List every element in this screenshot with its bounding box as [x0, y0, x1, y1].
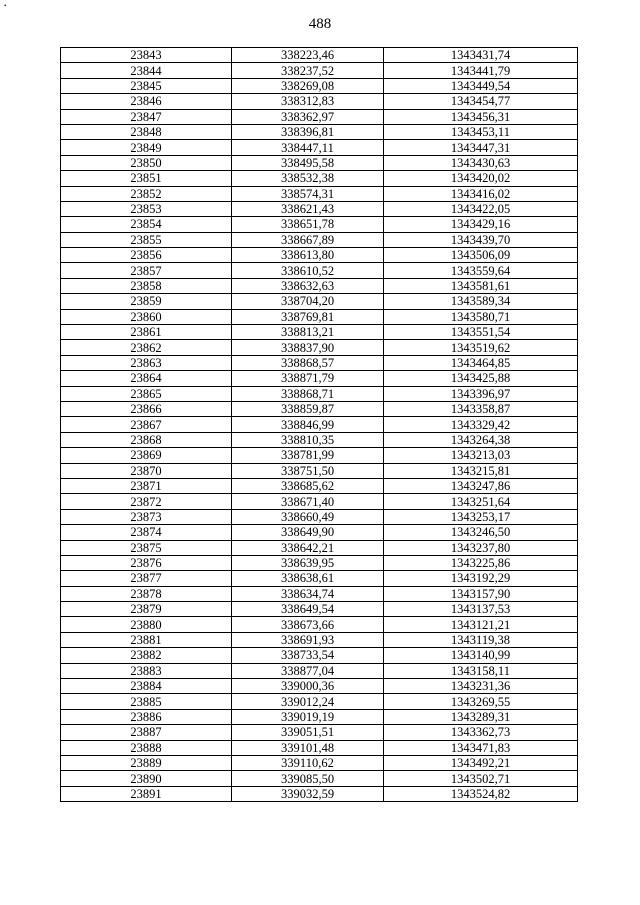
x-coordinate-cell: 339051,51	[232, 725, 384, 740]
y-coordinate-cell: 1343225,86	[384, 555, 578, 570]
x-coordinate-cell: 338877,04	[232, 663, 384, 678]
table-row	[61, 432, 578, 447]
table-row	[61, 94, 578, 109]
x-coordinate-cell: 338671,40	[232, 494, 384, 509]
table-row	[61, 401, 578, 416]
x-coordinate-cell: 338651,78	[232, 217, 384, 232]
x-coordinate-cell: 338837,90	[232, 340, 384, 355]
point-number-cell: 23874	[61, 525, 232, 540]
point-number-cell: 23877	[61, 571, 232, 586]
table-row	[61, 78, 578, 93]
point-number-cell: 23846	[61, 94, 232, 109]
point-number-cell: 23876	[61, 555, 232, 570]
table-row	[61, 263, 578, 278]
x-coordinate-cell: 338532,38	[232, 171, 384, 186]
y-coordinate-cell: 1343140,99	[384, 648, 578, 663]
point-number-cell: 23886	[61, 709, 232, 724]
table-row	[61, 740, 578, 755]
x-coordinate-cell: 338649,90	[232, 525, 384, 540]
x-coordinate-cell: 338691,93	[232, 632, 384, 647]
point-number-cell: 23850	[61, 155, 232, 170]
x-coordinate-cell: 338495,58	[232, 155, 384, 170]
point-number-cell: 23849	[61, 140, 232, 155]
coordinates-table	[60, 47, 578, 802]
table-row	[61, 771, 578, 786]
point-number-cell: 23885	[61, 694, 232, 709]
point-number-cell: 23867	[61, 417, 232, 432]
y-coordinate-cell: 1343519,62	[384, 340, 578, 355]
point-number-cell: 23870	[61, 463, 232, 478]
y-coordinate-cell: 1343362,73	[384, 725, 578, 740]
table-row	[61, 463, 578, 478]
x-coordinate-cell: 338639,95	[232, 555, 384, 570]
x-coordinate-cell: 338667,89	[232, 232, 384, 247]
point-number-cell: 23845	[61, 78, 232, 93]
table-row	[61, 709, 578, 724]
y-coordinate-cell: 1343431,74	[384, 48, 578, 63]
y-coordinate-cell: 1343358,87	[384, 401, 578, 416]
x-coordinate-cell: 338613,80	[232, 248, 384, 263]
y-coordinate-cell: 1343264,38	[384, 432, 578, 447]
x-coordinate-cell: 338237,52	[232, 63, 384, 78]
table-row	[61, 663, 578, 678]
x-coordinate-cell: 338638,61	[232, 571, 384, 586]
coordinates-table-body	[61, 48, 578, 802]
x-coordinate-cell: 338868,71	[232, 386, 384, 401]
x-coordinate-cell: 338781,99	[232, 448, 384, 463]
y-coordinate-cell: 1343580,71	[384, 309, 578, 324]
x-coordinate-cell: 338751,50	[232, 463, 384, 478]
table-row	[61, 602, 578, 617]
table-row	[61, 509, 578, 524]
table-row	[61, 617, 578, 632]
table-row	[61, 355, 578, 370]
y-coordinate-cell: 1343121,21	[384, 617, 578, 632]
y-coordinate-cell: 1343449,54	[384, 78, 578, 93]
x-coordinate-cell: 339085,50	[232, 771, 384, 786]
table-row	[61, 586, 578, 601]
y-coordinate-cell: 1343237,80	[384, 540, 578, 555]
point-number-cell: 23891	[61, 786, 232, 801]
x-coordinate-cell: 338733,54	[232, 648, 384, 663]
y-coordinate-cell: 1343246,50	[384, 525, 578, 540]
y-coordinate-cell: 1343396,97	[384, 386, 578, 401]
table-row	[61, 571, 578, 586]
table-row	[61, 417, 578, 432]
point-number-cell: 23861	[61, 325, 232, 340]
y-coordinate-cell: 1343506,09	[384, 248, 578, 263]
y-coordinate-cell: 1343454,77	[384, 94, 578, 109]
table-row	[61, 201, 578, 216]
table-row	[61, 140, 578, 155]
point-number-cell: 23889	[61, 755, 232, 770]
y-coordinate-cell: 1343253,17	[384, 509, 578, 524]
table-row	[61, 371, 578, 386]
x-coordinate-cell: 338396,81	[232, 124, 384, 139]
point-number-cell: 23890	[61, 771, 232, 786]
point-number-cell: 23875	[61, 540, 232, 555]
y-coordinate-cell: 1343420,02	[384, 171, 578, 186]
point-number-cell: 23865	[61, 386, 232, 401]
point-number-cell: 23864	[61, 371, 232, 386]
point-number-cell: 23883	[61, 663, 232, 678]
table-row	[61, 648, 578, 663]
point-number-cell: 23856	[61, 248, 232, 263]
point-number-cell: 23887	[61, 725, 232, 740]
x-coordinate-cell: 338632,63	[232, 278, 384, 293]
point-number-cell: 23857	[61, 263, 232, 278]
y-coordinate-cell: 1343416,02	[384, 186, 578, 201]
y-coordinate-cell: 1343492,21	[384, 755, 578, 770]
point-number-cell: 23869	[61, 448, 232, 463]
table-row	[61, 448, 578, 463]
x-coordinate-cell: 338846,99	[232, 417, 384, 432]
y-coordinate-cell: 1343192,29	[384, 571, 578, 586]
point-number-cell: 23872	[61, 494, 232, 509]
y-coordinate-cell: 1343213,03	[384, 448, 578, 463]
y-coordinate-cell: 1343447,31	[384, 140, 578, 155]
y-coordinate-cell: 1343231,36	[384, 679, 578, 694]
point-number-cell: 23854	[61, 217, 232, 232]
y-coordinate-cell: 1343589,34	[384, 294, 578, 309]
x-coordinate-cell: 338642,21	[232, 540, 384, 555]
scan-mark: •	[4, 2, 7, 10]
y-coordinate-cell: 1343247,86	[384, 478, 578, 493]
point-number-cell: 23881	[61, 632, 232, 647]
point-number-cell: 23868	[61, 432, 232, 447]
point-number-cell: 23852	[61, 186, 232, 201]
x-coordinate-cell: 339000,36	[232, 679, 384, 694]
y-coordinate-cell: 1343158,11	[384, 663, 578, 678]
point-number-cell: 23873	[61, 509, 232, 524]
table-row	[61, 124, 578, 139]
x-coordinate-cell: 338859,87	[232, 401, 384, 416]
point-number-cell: 23848	[61, 124, 232, 139]
point-number-cell: 23882	[61, 648, 232, 663]
y-coordinate-cell: 1343453,11	[384, 124, 578, 139]
y-coordinate-cell: 1343471,83	[384, 740, 578, 755]
table-row	[61, 325, 578, 340]
table-row	[61, 232, 578, 247]
table-row	[61, 340, 578, 355]
table-row	[61, 248, 578, 263]
x-coordinate-cell: 338649,54	[232, 602, 384, 617]
x-coordinate-cell: 338769,81	[232, 309, 384, 324]
point-number-cell: 23888	[61, 740, 232, 755]
x-coordinate-cell: 338813,21	[232, 325, 384, 340]
x-coordinate-cell: 338634,74	[232, 586, 384, 601]
x-coordinate-cell: 338704,20	[232, 294, 384, 309]
y-coordinate-cell: 1343251,64	[384, 494, 578, 509]
table-row	[61, 309, 578, 324]
table-row	[61, 386, 578, 401]
x-coordinate-cell: 339032,59	[232, 786, 384, 801]
x-coordinate-cell: 339110,62	[232, 755, 384, 770]
y-coordinate-cell: 1343157,90	[384, 586, 578, 601]
x-coordinate-cell: 338871,79	[232, 371, 384, 386]
point-number-cell: 23860	[61, 309, 232, 324]
y-coordinate-cell: 1343269,55	[384, 694, 578, 709]
table-row	[61, 525, 578, 540]
table-row	[61, 217, 578, 232]
x-coordinate-cell: 338673,66	[232, 617, 384, 632]
point-number-cell: 23879	[61, 602, 232, 617]
y-coordinate-cell: 1343502,71	[384, 771, 578, 786]
point-number-cell: 23843	[61, 48, 232, 63]
point-number-cell: 23871	[61, 478, 232, 493]
x-coordinate-cell: 338447,11	[232, 140, 384, 155]
x-coordinate-cell: 338621,43	[232, 201, 384, 216]
x-coordinate-cell: 339012,24	[232, 694, 384, 709]
x-coordinate-cell: 338312,83	[232, 94, 384, 109]
table-row	[61, 679, 578, 694]
point-number-cell: 23862	[61, 340, 232, 355]
point-number-cell: 23847	[61, 109, 232, 124]
y-coordinate-cell: 1343215,81	[384, 463, 578, 478]
y-coordinate-cell: 1343329,42	[384, 417, 578, 432]
table-row	[61, 755, 578, 770]
y-coordinate-cell: 1343137,53	[384, 602, 578, 617]
point-number-cell: 23863	[61, 355, 232, 370]
table-row	[61, 278, 578, 293]
table-row	[61, 155, 578, 170]
y-coordinate-cell: 1343430,63	[384, 155, 578, 170]
y-coordinate-cell: 1343441,79	[384, 63, 578, 78]
table-row	[61, 109, 578, 124]
x-coordinate-cell: 338223,46	[232, 48, 384, 63]
x-coordinate-cell: 338362,97	[232, 109, 384, 124]
y-coordinate-cell: 1343464,85	[384, 355, 578, 370]
x-coordinate-cell: 338810,35	[232, 432, 384, 447]
x-coordinate-cell: 338660,49	[232, 509, 384, 524]
y-coordinate-cell: 1343524,82	[384, 786, 578, 801]
point-number-cell: 23859	[61, 294, 232, 309]
y-coordinate-cell: 1343429,16	[384, 217, 578, 232]
table-row	[61, 63, 578, 78]
table-row	[61, 540, 578, 555]
y-coordinate-cell: 1343551,54	[384, 325, 578, 340]
x-coordinate-cell: 339101,48	[232, 740, 384, 755]
point-number-cell: 23844	[61, 63, 232, 78]
x-coordinate-cell: 338610,52	[232, 263, 384, 278]
x-coordinate-cell: 338868,57	[232, 355, 384, 370]
point-number-cell: 23851	[61, 171, 232, 186]
table-row	[61, 294, 578, 309]
table-row	[61, 186, 578, 201]
y-coordinate-cell: 1343422,05	[384, 201, 578, 216]
y-coordinate-cell: 1343456,31	[384, 109, 578, 124]
y-coordinate-cell: 1343119,38	[384, 632, 578, 647]
table-row	[61, 694, 578, 709]
point-number-cell: 23884	[61, 679, 232, 694]
y-coordinate-cell: 1343559,64	[384, 263, 578, 278]
x-coordinate-cell: 338574,31	[232, 186, 384, 201]
y-coordinate-cell: 1343439,70	[384, 232, 578, 247]
table-row	[61, 555, 578, 570]
x-coordinate-cell: 338269,08	[232, 78, 384, 93]
table-row	[61, 48, 578, 63]
y-coordinate-cell: 1343581,61	[384, 278, 578, 293]
point-number-cell: 23855	[61, 232, 232, 247]
table-row	[61, 171, 578, 186]
point-number-cell: 23880	[61, 617, 232, 632]
point-number-cell: 23858	[61, 278, 232, 293]
point-number-cell: 23866	[61, 401, 232, 416]
y-coordinate-cell: 1343425,88	[384, 371, 578, 386]
point-number-cell: 23878	[61, 586, 232, 601]
point-number-cell: 23853	[61, 201, 232, 216]
table-row	[61, 478, 578, 493]
y-coordinate-cell: 1343289,31	[384, 709, 578, 724]
x-coordinate-cell: 339019,19	[232, 709, 384, 724]
table-row	[61, 786, 578, 801]
table-row	[61, 632, 578, 647]
page-number: 488	[308, 16, 332, 32]
table-row	[61, 725, 578, 740]
table-row	[61, 494, 578, 509]
x-coordinate-cell: 338685,62	[232, 478, 384, 493]
